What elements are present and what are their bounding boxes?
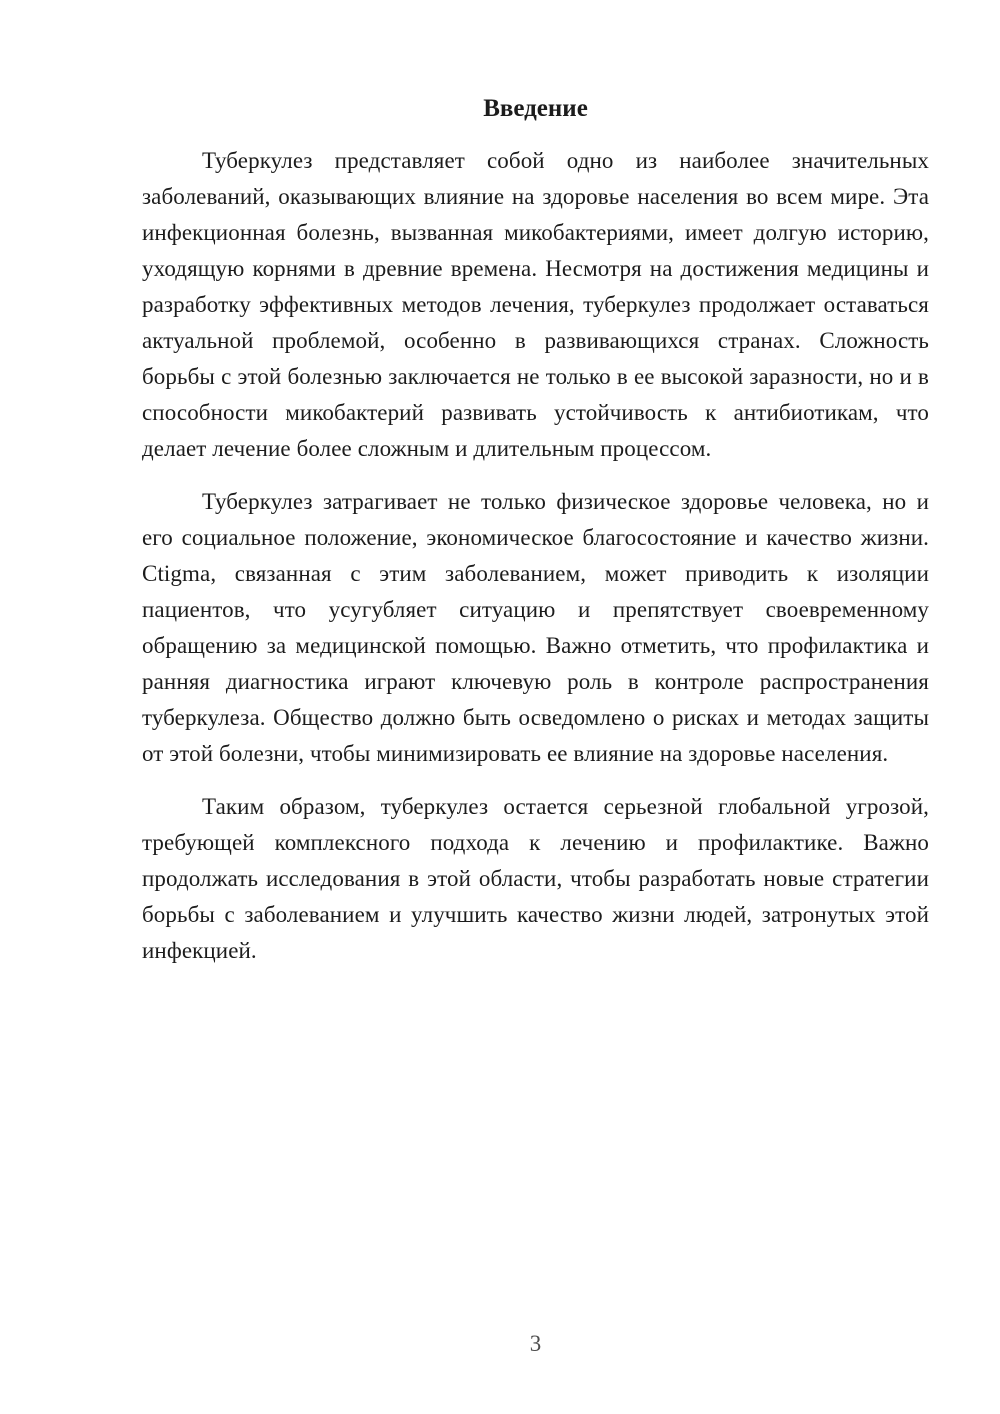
paragraph: Туберкулез представляет собой одно из наиболее значительных заболеваний, оказывающих влияние на здоровье населения во всем мире. Эта инфекционная болезнь, вызванная микобактериями, имеет долгую историю, уходящую корнями в древние времена. Несмотря на достижения медицины и разработку эффективных методов лечения, туберкулез продолжает оставаться актуальной проблемой, особенно в развивающихся странах. Сложность борьбы с этой болезнью заключается не только в ее высокой заразности, но и в способности микобактерий развивать устойчивость к антибиотикам, что делает лечение более сложным и длительным процессом. (142, 148, 929, 461)
page-title: Введение (483, 95, 588, 122)
document-content (142, 94, 929, 986)
page-number: 3 (529, 1331, 542, 1356)
paragraph: Таким образом, туберкулез остается серьезной глобальной угрозой, требующей комплексного подхода к лечению и профилактике. Важно продолжать исследования в этой области, чтобы разработать новые стратегии борьбы с заболеванием и улучшить качество жизни людей, затронутых этой инфекцией. (142, 794, 929, 963)
paragraph: Туберкулез затрагивает не только физическое здоровье человека, но и его социальное положение, экономическое благосостояние и качество жизни. Сtigma, связанная с этим заболеванием, может приводить к изоляции пациентов, что усугубляет ситуацию и препятствует своевременному обращению за медицинской помощью. Важно отметить, что профилактика и ранняя диагностика играют ключевую роль в контроле распространения туберкулеза. Общество должно быть осведомлено о рисках и методах защиты от этой болезни, чтобы минимизировать ее влияние на здоровье населения. (142, 489, 929, 766)
document-body (142, 143, 929, 969)
